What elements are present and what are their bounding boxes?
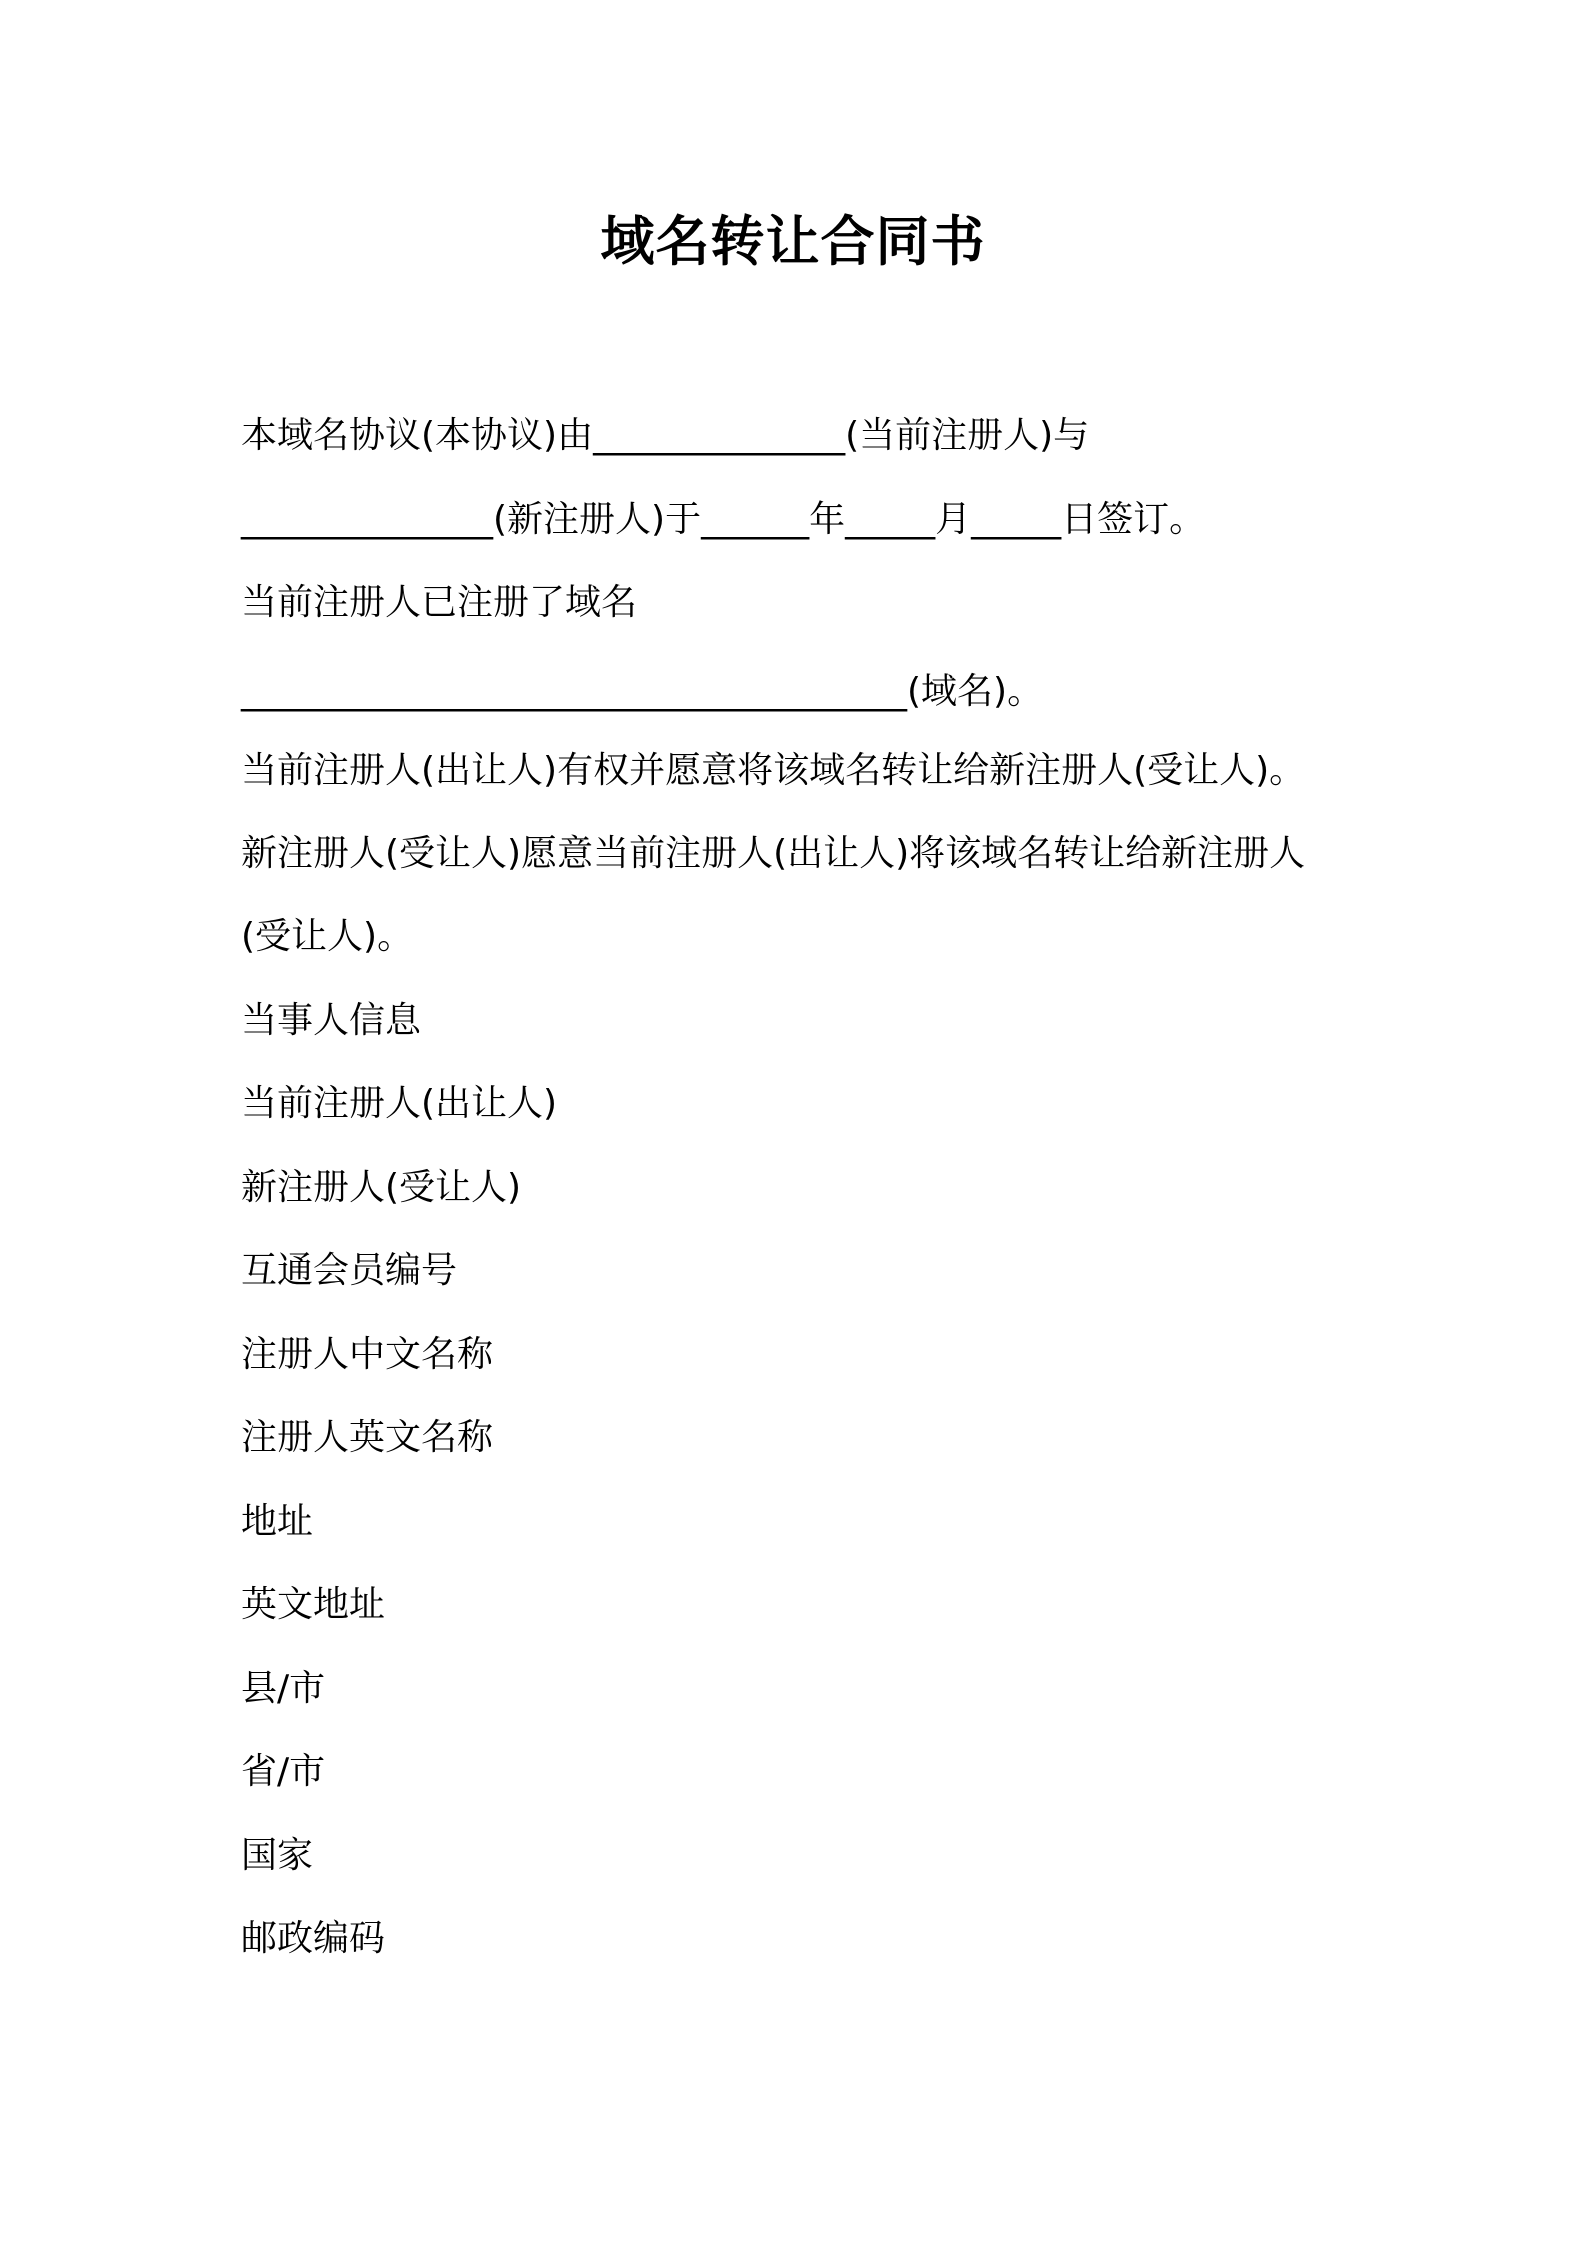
field-label-transferor: 当前注册人(出让人): [241, 1083, 558, 1124]
field-label-chinese-name: 注册人中文名称: [241, 1334, 494, 1375]
transferor-statement: 当前注册人(出让人)有权并愿意将该域名转让给新注册人(受让人)。: [241, 750, 1306, 791]
field-label-postal-code: 邮政编码: [241, 1918, 386, 1959]
domain-registered-line: 当前注册人已注册了域名: [241, 582, 638, 623]
field-label-country: 国家: [241, 1835, 314, 1876]
field-label-county-city: 县/市: [241, 1668, 326, 1709]
document-title: 域名转让合同书: [600, 210, 986, 273]
field-label-member-id: 互通会员编号: [241, 1250, 458, 1291]
field-label-transferee: 新注册人(受让人): [241, 1167, 522, 1208]
intro-line-1: 本域名协议(本协议)由______________(当前注册人)与: [241, 415, 1090, 456]
field-label-english-address: 英文地址: [241, 1584, 386, 1625]
transferee-statement-1: 新注册人(受让人)愿意当前注册人(出让人)将该域名转让给新注册人: [241, 833, 1306, 874]
field-label-address: 地址: [241, 1501, 314, 1542]
transferee-statement-2: (受让人)。: [241, 916, 414, 957]
field-label-english-name: 注册人英文名称: [241, 1417, 494, 1458]
domain-blank-line: _____________________________________(域名)。: [241, 671, 1044, 712]
field-label-province-city: 省/市: [241, 1751, 326, 1792]
section-heading-party-info: 当事人信息: [241, 1000, 422, 1041]
intro-line-2: ______________(新注册人)于______年_____月_____日签订。: [241, 499, 1206, 540]
